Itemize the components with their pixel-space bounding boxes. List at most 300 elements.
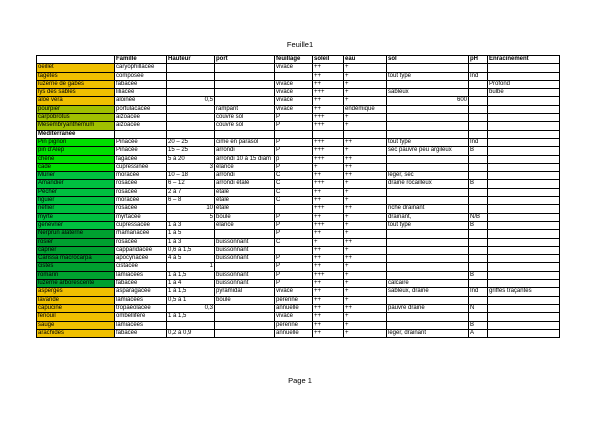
table-cell: vivace bbox=[275, 89, 313, 97]
table-cell: moracée bbox=[115, 172, 167, 180]
table-cell bbox=[488, 155, 560, 163]
table-cell: liliacée bbox=[115, 89, 167, 97]
table-cell: P bbox=[275, 122, 313, 130]
table-cell: buissonnant bbox=[215, 238, 275, 246]
table-cell: 600 bbox=[387, 97, 469, 105]
plant-name-cell: asperges bbox=[37, 288, 115, 296]
table-cell: P bbox=[275, 163, 313, 171]
table-cell: C bbox=[275, 197, 313, 205]
table-cell: ++ bbox=[313, 230, 344, 238]
table-cell: rosacée bbox=[115, 188, 167, 196]
table-cell bbox=[469, 197, 488, 205]
table-cell bbox=[215, 130, 275, 138]
table-cell: + bbox=[344, 197, 387, 205]
table-cell bbox=[469, 80, 488, 88]
column-header: eau bbox=[344, 56, 387, 64]
table-cell bbox=[215, 263, 275, 271]
table-row bbox=[37, 296, 560, 304]
table-cell: Ind bbox=[469, 288, 488, 296]
table-cell: myrtacée bbox=[115, 213, 167, 221]
table-row bbox=[37, 329, 560, 337]
column-header bbox=[37, 56, 115, 64]
table-cell bbox=[387, 321, 469, 329]
table-cell bbox=[469, 97, 488, 105]
column-header: Hauteur bbox=[167, 56, 215, 64]
table-cell: 1 à 1,5 bbox=[167, 288, 215, 296]
plant-name-cell: fenouil bbox=[37, 313, 115, 321]
plant-name-cell: Pêcher bbox=[37, 188, 115, 196]
table-cell: + bbox=[344, 288, 387, 296]
table-row bbox=[37, 172, 560, 180]
table-cell: +++ bbox=[313, 271, 344, 279]
table-cell: + bbox=[344, 296, 387, 304]
table-cell: 20 – 25 bbox=[167, 138, 215, 146]
table-cell: C bbox=[275, 172, 313, 180]
table-cell: fabacée bbox=[115, 280, 167, 288]
table-cell bbox=[488, 197, 560, 205]
table-cell bbox=[215, 304, 275, 312]
table-cell: rhamanacée bbox=[115, 230, 167, 238]
table-cell: + bbox=[344, 122, 387, 130]
table-row bbox=[37, 163, 560, 171]
table-cell: rosacée bbox=[115, 205, 167, 213]
table-cell: tout type bbox=[387, 138, 469, 146]
table-cell bbox=[488, 213, 560, 221]
table-cell: ++ bbox=[313, 321, 344, 329]
table-cell: fagacée bbox=[115, 155, 167, 163]
table-cell: lamiacées bbox=[115, 271, 167, 279]
table-cell: ++ bbox=[313, 105, 344, 113]
table-cell bbox=[469, 188, 488, 196]
table-cell: + bbox=[344, 313, 387, 321]
table-cell: A bbox=[469, 329, 488, 337]
table-cell bbox=[469, 280, 488, 288]
table-cell bbox=[167, 122, 215, 130]
table-row bbox=[37, 221, 560, 229]
plant-name-cell: capucine bbox=[37, 304, 115, 312]
table-cell: ++ bbox=[313, 296, 344, 304]
table-cell bbox=[387, 263, 469, 271]
table-cell: vivace bbox=[275, 80, 313, 88]
table-cell: P bbox=[275, 221, 313, 229]
table-cell: boule bbox=[215, 213, 275, 221]
table-cell: ++ bbox=[313, 263, 344, 271]
table-cell: + bbox=[344, 271, 387, 279]
plant-name-cell: luzerne arborescente bbox=[37, 280, 115, 288]
table-row bbox=[37, 188, 560, 196]
table-cell bbox=[488, 313, 560, 321]
table-cell: sec pauvre peu argileux bbox=[387, 147, 469, 155]
table-cell: composée bbox=[115, 72, 167, 80]
table-cell bbox=[488, 271, 560, 279]
table-cell bbox=[167, 80, 215, 88]
table-cell: P bbox=[275, 114, 313, 122]
table-cell: ++ bbox=[344, 238, 387, 246]
table-row bbox=[37, 205, 560, 213]
plant-name-cell: oeillet bbox=[37, 64, 115, 72]
table-cell: +++ bbox=[313, 114, 344, 122]
section-row bbox=[37, 130, 560, 138]
table-cell: vivace bbox=[275, 313, 313, 321]
plant-name-cell: néflier bbox=[37, 205, 115, 213]
table-cell: + bbox=[344, 280, 387, 288]
table-cell: drainé rocailleux bbox=[387, 180, 469, 188]
table-cell: élancé bbox=[215, 163, 275, 171]
table-cell: ++ bbox=[313, 80, 344, 88]
table-cell bbox=[215, 89, 275, 97]
column-header: Famille bbox=[115, 56, 167, 64]
table-cell: sableux bbox=[387, 89, 469, 97]
table-cell bbox=[115, 130, 167, 138]
table-cell: ++ bbox=[344, 205, 387, 213]
table-cell: P bbox=[275, 138, 313, 146]
table-cell: 1 bbox=[167, 263, 215, 271]
table-cell: vivace bbox=[275, 97, 313, 105]
table-cell: ++ bbox=[313, 304, 344, 312]
table-cell bbox=[215, 72, 275, 80]
plant-name-cell: Mûrier bbox=[37, 172, 115, 180]
plant-name-cell: aloe vera bbox=[37, 97, 115, 105]
table-cell: +++ bbox=[313, 122, 344, 130]
table-cell: ++ bbox=[313, 255, 344, 263]
table-cell: +++ bbox=[313, 155, 344, 163]
table-cell bbox=[469, 89, 488, 97]
table-cell bbox=[469, 163, 488, 171]
table-cell: arrondi étalé bbox=[215, 180, 275, 188]
table-cell: tout type bbox=[387, 72, 469, 80]
page-footer: Page 1 bbox=[288, 376, 312, 385]
table-cell: 1 à 5 bbox=[167, 230, 215, 238]
table-cell: rampant bbox=[215, 105, 275, 113]
table-cell: + bbox=[344, 246, 387, 254]
table-cell bbox=[488, 238, 560, 246]
table-cell: +++ bbox=[313, 205, 344, 213]
table-cell bbox=[488, 280, 560, 288]
table-row bbox=[37, 89, 560, 97]
plant-name-cell: Nerprun alaterne bbox=[37, 230, 115, 238]
table-cell bbox=[215, 329, 275, 337]
plant-name-cell: Mesembryanthemum bbox=[37, 122, 115, 130]
table-cell: tout type bbox=[387, 221, 469, 229]
table-cell: 3 bbox=[167, 163, 215, 171]
table-cell: + bbox=[313, 163, 344, 171]
table-cell bbox=[167, 321, 215, 329]
plant-name-cell: sauge bbox=[37, 321, 115, 329]
table-cell: élancé bbox=[215, 221, 275, 229]
table-row bbox=[37, 238, 560, 246]
table-cell: + bbox=[344, 329, 387, 337]
table-cell: vivace bbox=[275, 105, 313, 113]
table-cell: 2 à 7 bbox=[167, 188, 215, 196]
table-cell: arrondi bbox=[215, 147, 275, 155]
table-cell: ++ bbox=[344, 172, 387, 180]
table-row bbox=[37, 288, 560, 296]
table-cell: + bbox=[344, 147, 387, 155]
table-cell: ++ bbox=[313, 172, 344, 180]
table-cell: aizoacée bbox=[115, 122, 167, 130]
table-cell: portulacacée bbox=[115, 105, 167, 113]
plant-name-cell: figuier bbox=[37, 197, 115, 205]
table-cell bbox=[469, 105, 488, 113]
table-cell bbox=[469, 238, 488, 246]
table-cell bbox=[488, 246, 560, 254]
table-cell: rosacée bbox=[115, 238, 167, 246]
table-row bbox=[37, 180, 560, 188]
table-cell bbox=[488, 163, 560, 171]
table-cell bbox=[387, 296, 469, 304]
table-cell: arrondi bbox=[215, 172, 275, 180]
table-cell: ++ bbox=[313, 188, 344, 196]
table-cell: C bbox=[275, 180, 313, 188]
table-cell bbox=[469, 230, 488, 238]
table-cell bbox=[387, 114, 469, 122]
table-cell: P bbox=[275, 280, 313, 288]
table-cell: N/B bbox=[469, 213, 488, 221]
table-cell: ++ bbox=[313, 246, 344, 254]
table-cell: 10 – 18 bbox=[167, 172, 215, 180]
table-row bbox=[37, 313, 560, 321]
table-cell: endémique bbox=[344, 105, 387, 113]
table-cell: 0,2 à 0,9 bbox=[167, 329, 215, 337]
table-cell bbox=[387, 188, 469, 196]
table-cell bbox=[275, 130, 313, 138]
table-cell: 6 – 12 bbox=[167, 180, 215, 188]
table-cell: étalé bbox=[215, 188, 275, 196]
table-row bbox=[37, 280, 560, 288]
table-cell bbox=[469, 114, 488, 122]
table-cell: ++ bbox=[313, 213, 344, 221]
table-cell bbox=[275, 205, 313, 213]
table-cell: buissonnant bbox=[215, 246, 275, 254]
table-cell bbox=[275, 246, 313, 254]
table-cell: Ind bbox=[469, 138, 488, 146]
table-cell bbox=[488, 172, 560, 180]
table-cell: P bbox=[275, 255, 313, 263]
table-cell bbox=[488, 147, 560, 155]
table-cell bbox=[469, 255, 488, 263]
table-cell bbox=[387, 122, 469, 130]
column-header: pH bbox=[469, 56, 488, 64]
table-cell bbox=[469, 263, 488, 271]
table-cell: ++ bbox=[344, 304, 387, 312]
table-cell bbox=[167, 64, 215, 72]
table-cell bbox=[275, 72, 313, 80]
table-cell bbox=[469, 296, 488, 304]
table-cell: aizoacée bbox=[115, 114, 167, 122]
column-header: soleil bbox=[313, 56, 344, 64]
table-cell: + bbox=[313, 238, 344, 246]
table-cell bbox=[488, 114, 560, 122]
plant-name-cell: cistes bbox=[37, 263, 115, 271]
table-cell bbox=[167, 105, 215, 113]
table-cell: ombellifère bbox=[115, 313, 167, 321]
table-cell bbox=[488, 296, 560, 304]
table-cell bbox=[488, 304, 560, 312]
table-cell: 1 à 1,5 bbox=[167, 313, 215, 321]
table-cell: Pinacée bbox=[115, 138, 167, 146]
table-cell bbox=[469, 122, 488, 130]
table-cell: pérenne bbox=[275, 321, 313, 329]
table-cell: 0,5 bbox=[167, 97, 215, 105]
table-cell bbox=[488, 221, 560, 229]
table-cell: ++ bbox=[313, 329, 344, 337]
table-cell: arrondi 10 à 15 diam bbox=[215, 155, 275, 163]
table-cell: 5 à 20 bbox=[167, 155, 215, 163]
table-cell: P bbox=[275, 230, 313, 238]
table-cell: apocynacée bbox=[115, 255, 167, 263]
table-cell: P bbox=[275, 271, 313, 279]
table-cell: 1 à 3 bbox=[167, 221, 215, 229]
table-cell: 15 – 25 bbox=[167, 147, 215, 155]
table-cell bbox=[387, 246, 469, 254]
table-cell: griffes traçantes bbox=[488, 288, 560, 296]
table-cell: léger, sec bbox=[387, 172, 469, 180]
table-cell bbox=[488, 188, 560, 196]
table-cell: N bbox=[469, 304, 488, 312]
table-cell: pauvre drainé bbox=[387, 304, 469, 312]
table-row bbox=[37, 263, 560, 271]
table-cell: buissonnant bbox=[215, 280, 275, 288]
table-cell: Profond bbox=[488, 80, 560, 88]
column-header: port bbox=[215, 56, 275, 64]
table-cell bbox=[469, 313, 488, 321]
table-cell: annuelle bbox=[275, 329, 313, 337]
table-cell: pérenne bbox=[275, 296, 313, 304]
table-cell: vivace bbox=[275, 288, 313, 296]
table-cell bbox=[387, 197, 469, 205]
table-cell: p bbox=[275, 155, 313, 163]
plant-name-cell: pin d'Alep bbox=[37, 147, 115, 155]
table-cell: + bbox=[344, 321, 387, 329]
table-cell bbox=[488, 205, 560, 213]
table-cell: + bbox=[344, 97, 387, 105]
table-cell: + bbox=[344, 80, 387, 88]
table-row bbox=[37, 321, 560, 329]
table-cell: + bbox=[344, 180, 387, 188]
table-cell: fabacée bbox=[115, 329, 167, 337]
table-cell: capparidacée bbox=[115, 246, 167, 254]
table-cell: +++ bbox=[313, 221, 344, 229]
table-cell: +++ bbox=[313, 138, 344, 146]
table-cell: rosacée bbox=[115, 180, 167, 188]
table-cell: 4 à 5 bbox=[167, 255, 215, 263]
table-cell: annuelle bbox=[275, 304, 313, 312]
table-row bbox=[37, 64, 560, 72]
table-cell: couvre sol bbox=[215, 122, 275, 130]
table-row bbox=[37, 97, 560, 105]
table-cell bbox=[215, 313, 275, 321]
table-cell: ++ bbox=[344, 138, 387, 146]
table-cell: B bbox=[469, 221, 488, 229]
table-row bbox=[37, 114, 560, 122]
table-row bbox=[37, 304, 560, 312]
table-cell bbox=[488, 130, 560, 138]
table-cell bbox=[488, 105, 560, 113]
table-cell: lamiacées bbox=[115, 321, 167, 329]
table-cell: B bbox=[469, 180, 488, 188]
table-cell bbox=[469, 155, 488, 163]
table-cell: + bbox=[344, 64, 387, 72]
table-row bbox=[37, 255, 560, 263]
plant-name-cell: genévrier bbox=[37, 221, 115, 229]
table-cell: léger, drainant bbox=[387, 329, 469, 337]
table-cell: étalé bbox=[215, 197, 275, 205]
plant-name-cell: chêne bbox=[37, 155, 115, 163]
header-row bbox=[37, 56, 560, 64]
table-cell: buissonnant bbox=[215, 271, 275, 279]
table-row bbox=[37, 147, 560, 155]
table-cell: fabacée bbox=[115, 80, 167, 88]
plant-name-cell: Méditerranée bbox=[37, 130, 115, 138]
table-cell: cupressinée bbox=[115, 163, 167, 171]
table-cell: ++ bbox=[344, 255, 387, 263]
plant-name-cell: romarin bbox=[37, 271, 115, 279]
table-cell bbox=[387, 255, 469, 263]
table-cell: Ind bbox=[469, 72, 488, 80]
plant-name-cell: carpobrotus bbox=[37, 114, 115, 122]
table-cell: + bbox=[344, 263, 387, 271]
table-cell bbox=[387, 130, 469, 138]
table-cell: buissonnant bbox=[215, 255, 275, 263]
plant-name-cell: lavande bbox=[37, 296, 115, 304]
table-cell: +++ bbox=[313, 180, 344, 188]
table-cell bbox=[215, 80, 275, 88]
table-cell: cime en parasol bbox=[215, 138, 275, 146]
table-cell: 0,3 bbox=[167, 304, 215, 312]
table-cell bbox=[488, 64, 560, 72]
table-cell: étalé bbox=[215, 205, 275, 213]
table-cell: +++ bbox=[313, 147, 344, 155]
table-cell bbox=[469, 205, 488, 213]
table-row bbox=[37, 213, 560, 221]
table-cell: pyramidal bbox=[215, 288, 275, 296]
column-header: Enracinement bbox=[488, 56, 560, 64]
table-row bbox=[37, 197, 560, 205]
table-cell: tropaéolacée bbox=[115, 304, 167, 312]
table-cell bbox=[469, 246, 488, 254]
table-cell: ++ bbox=[313, 197, 344, 205]
table-row bbox=[37, 246, 560, 254]
plant-name-cell: tagètes bbox=[37, 72, 115, 80]
table-cell: moracée bbox=[115, 197, 167, 205]
table-cell: C bbox=[275, 188, 313, 196]
plant-name-cell: Amandier bbox=[37, 180, 115, 188]
table-row bbox=[37, 105, 560, 113]
table-cell: P bbox=[275, 263, 313, 271]
table-cell bbox=[488, 321, 560, 329]
table-cell: 5 bbox=[167, 213, 215, 221]
table-cell: ++ bbox=[313, 288, 344, 296]
table-row bbox=[37, 155, 560, 163]
table-cell: ++ bbox=[344, 155, 387, 163]
table-cell bbox=[488, 255, 560, 263]
table-row bbox=[37, 230, 560, 238]
table-cell bbox=[215, 321, 275, 329]
table-cell bbox=[387, 80, 469, 88]
plant-name-cell: cade bbox=[37, 163, 115, 171]
table-cell: B bbox=[469, 147, 488, 155]
table-cell bbox=[488, 329, 560, 337]
table-cell: couvre sol bbox=[215, 114, 275, 122]
table-cell: cistacée bbox=[115, 263, 167, 271]
table-cell: + bbox=[344, 114, 387, 122]
plant-name-cell: Carissa macrocarpa bbox=[37, 255, 115, 263]
table-cell bbox=[387, 64, 469, 72]
plant-name-cell: pourpier bbox=[37, 105, 115, 113]
table-cell bbox=[488, 138, 560, 146]
table-cell: vivace bbox=[275, 64, 313, 72]
table-cell bbox=[387, 155, 469, 163]
